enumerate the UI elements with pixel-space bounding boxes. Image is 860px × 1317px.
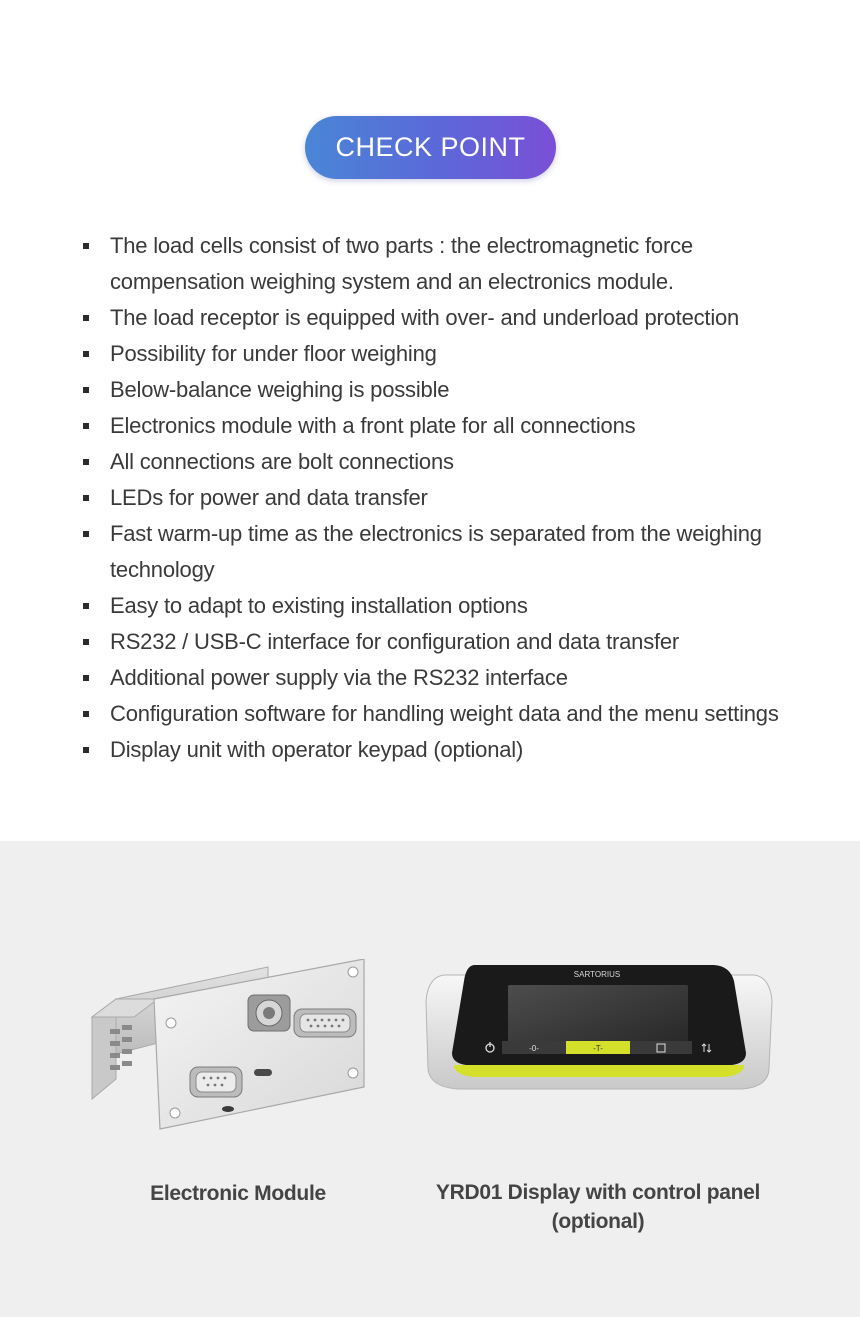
bullet-icon	[83, 459, 89, 465]
feature-text: Easy to adapt to existing installation options	[110, 593, 528, 618]
bullet-icon	[83, 243, 89, 249]
display-caption: YRD01 Display with control panel (optional)	[435, 1181, 761, 1233]
feature-text: The load receptor is equipped with over- and underload protection	[110, 305, 740, 330]
feature-text: Possibility for under floor weighing	[110, 341, 437, 366]
feature-text: Electronics module with a front plate for all connections	[110, 413, 636, 438]
display-unit-image	[424, 961, 774, 1097]
feature-text: Fast warm-up time as the electronics is separated from the weighing technology	[110, 521, 762, 582]
feature-list	[80, 228, 800, 768]
feature-text: The load cells consist of two parts : the electromagnetic force compensation weighing system and an electronics module.	[110, 233, 693, 294]
bullet-icon	[83, 747, 89, 753]
feature-text: LEDs for power and data transfer	[110, 485, 428, 510]
bullet-icon	[83, 531, 89, 537]
bullet-icon	[83, 315, 89, 321]
feature-item	[80, 696, 800, 732]
feature-text: Additional power supply via the RS232 interface	[110, 665, 568, 690]
feature-text: RS232 / USB-C interface for configuration and data transfer	[110, 629, 680, 654]
bullet-icon	[83, 675, 89, 681]
feature-item	[80, 444, 800, 480]
bullet-icon	[83, 387, 89, 393]
bullet-icon	[83, 711, 89, 717]
feature-item	[80, 516, 800, 588]
feature-item	[80, 300, 800, 336]
bullet-icon	[83, 351, 89, 357]
feature-text: Configuration software for handling weight data and the menu settings	[110, 701, 779, 726]
bullet-icon	[83, 423, 89, 429]
electronic-module-image	[88, 959, 370, 1134]
feature-item	[80, 228, 800, 300]
module-caption: Electronic Module	[150, 1182, 326, 1205]
feature-item	[80, 624, 800, 660]
bullet-icon	[83, 495, 89, 501]
feature-text: All connections are bolt connections	[110, 449, 454, 474]
feature-item	[80, 732, 800, 768]
feature-text: Display unit with operator keypad (optional)	[110, 737, 524, 762]
feature-text: Below-balance weighing is possible	[110, 377, 450, 402]
zero-key-label: -0-	[529, 1044, 539, 1053]
tare-key-label: -T-	[593, 1044, 603, 1053]
products-section	[0, 841, 860, 1317]
feature-item	[80, 480, 800, 516]
feature-item	[80, 660, 800, 696]
feature-item	[80, 408, 800, 444]
bullet-icon	[83, 639, 89, 645]
display-brand-text: SARTORIUS	[573, 970, 621, 979]
feature-item	[80, 372, 800, 408]
feature-item	[80, 336, 800, 372]
bullet-icon	[83, 603, 89, 609]
check-point-badge: CHECK POINT	[305, 116, 556, 179]
feature-item	[80, 588, 800, 624]
